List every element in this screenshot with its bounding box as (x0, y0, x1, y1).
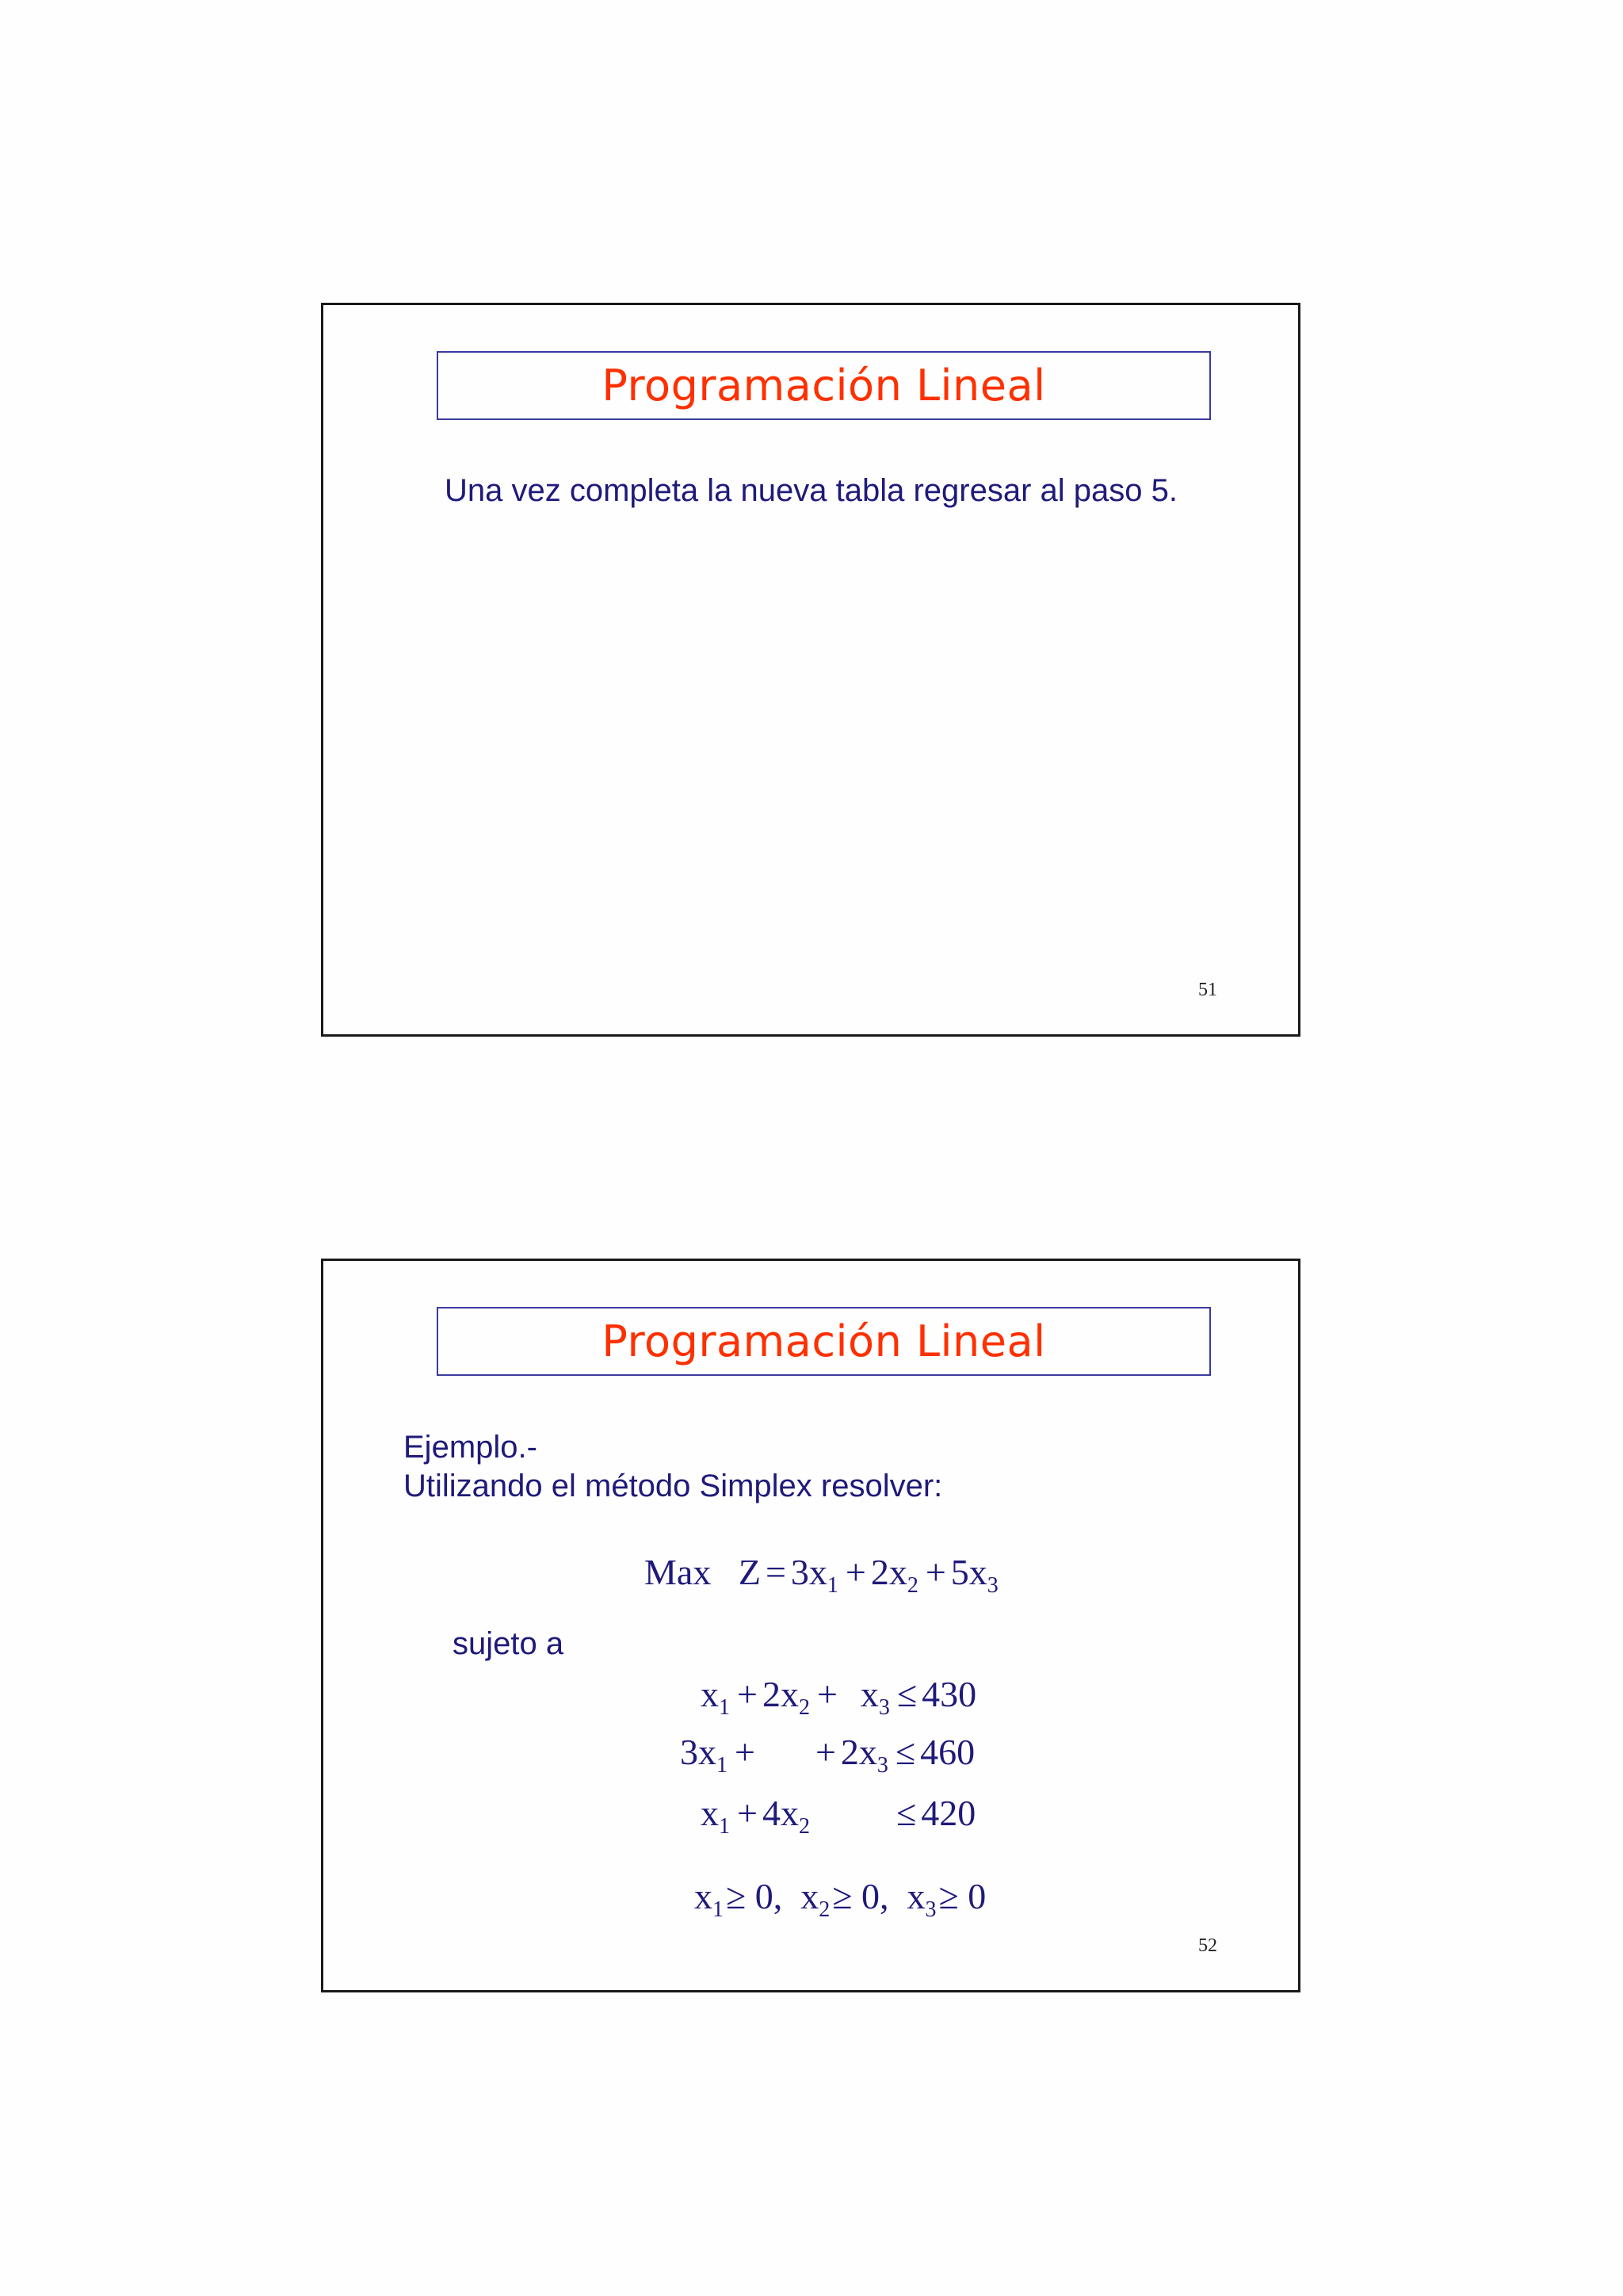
slide-51 (321, 303, 1300, 1037)
nn-var1: x (694, 1876, 712, 1916)
term-1-coef: 3 (790, 1552, 809, 1592)
c3-relation: ≤ (896, 1793, 917, 1833)
c1-sub3: 3 (878, 1695, 890, 1720)
objective-lhs: Z (738, 1552, 761, 1592)
c2-op1: + (735, 1732, 755, 1772)
c1-sub2: 2 (798, 1695, 810, 1720)
term-1-var: x (808, 1552, 827, 1592)
c2-rhs: 460 (920, 1732, 976, 1772)
nonnegativity-constraints (694, 1875, 986, 1923)
nn-sub1: 1 (712, 1897, 724, 1922)
c3-term1: x (701, 1793, 719, 1833)
objective-function (644, 1551, 1001, 1599)
nn-rel1: ≥ 0, (726, 1876, 783, 1916)
page-number: 52 (1198, 1935, 1217, 1956)
nn-var2: x (800, 1876, 819, 1916)
c2-sub1: 1 (716, 1753, 727, 1778)
constraint-2 (680, 1731, 975, 1778)
c2-relation: ≤ (895, 1732, 916, 1772)
term-3-var: x (968, 1552, 987, 1592)
slide-title: Programación Lineal (601, 361, 1046, 411)
c2-term1: 3x (680, 1732, 716, 1772)
example-instruction: Utilizando el método Simplex resolver: (403, 1469, 943, 1503)
c1-term3: x (860, 1674, 879, 1714)
constraint-1 (701, 1673, 976, 1721)
c1-op1: + (737, 1674, 758, 1714)
page-number: 51 (1198, 980, 1217, 1000)
c2-term3: 2x (840, 1732, 877, 1772)
slide-title-box (437, 351, 1211, 420)
slide-52 (321, 1259, 1300, 1992)
slide-title: Programación Lineal (601, 1316, 1046, 1366)
c1-relation: ≤ (896, 1674, 918, 1714)
c2-sub3: 3 (876, 1753, 888, 1778)
term-2-coef: 2 (870, 1552, 889, 1592)
slide-title-box (437, 1307, 1211, 1376)
c3-sub1: 1 (719, 1814, 730, 1839)
term-2-var: x (888, 1552, 907, 1592)
subject-to-label: sujeto a (453, 1626, 564, 1661)
c3-term2: 4x (762, 1793, 799, 1833)
term-2-sub: 2 (907, 1573, 918, 1598)
term-3-sub: 3 (987, 1573, 999, 1598)
term-1-sub: 1 (827, 1573, 838, 1598)
c1-term1: x (701, 1674, 719, 1714)
term-3-sign: + (925, 1552, 946, 1592)
nn-rel2: ≥ 0, (832, 1876, 889, 1916)
c2-op2: + (815, 1732, 836, 1772)
example-label: Ejemplo.- (403, 1430, 537, 1465)
c3-sub2: 2 (798, 1814, 810, 1839)
c3-rhs: 420 (921, 1793, 976, 1833)
nn-rel3: ≥ 0 (938, 1876, 987, 1916)
nn-sub2: 2 (819, 1897, 831, 1922)
constraint-3 (701, 1792, 976, 1839)
term-3-coef: 5 (950, 1552, 969, 1592)
nn-sub3: 3 (925, 1897, 937, 1922)
c1-term2: 2x (762, 1674, 799, 1714)
c3-op1: + (737, 1793, 758, 1833)
term-2-sign: + (845, 1552, 866, 1592)
slide-text: Una vez completa la nueva tabla regresar al paso 5. (445, 473, 1178, 508)
objective-prefix: Max (644, 1552, 712, 1592)
objective-eq: = (765, 1552, 786, 1592)
nn-var3: x (907, 1876, 926, 1916)
c1-sub1: 1 (719, 1695, 730, 1720)
c1-rhs: 430 (922, 1674, 977, 1714)
c1-op2: + (816, 1674, 838, 1714)
